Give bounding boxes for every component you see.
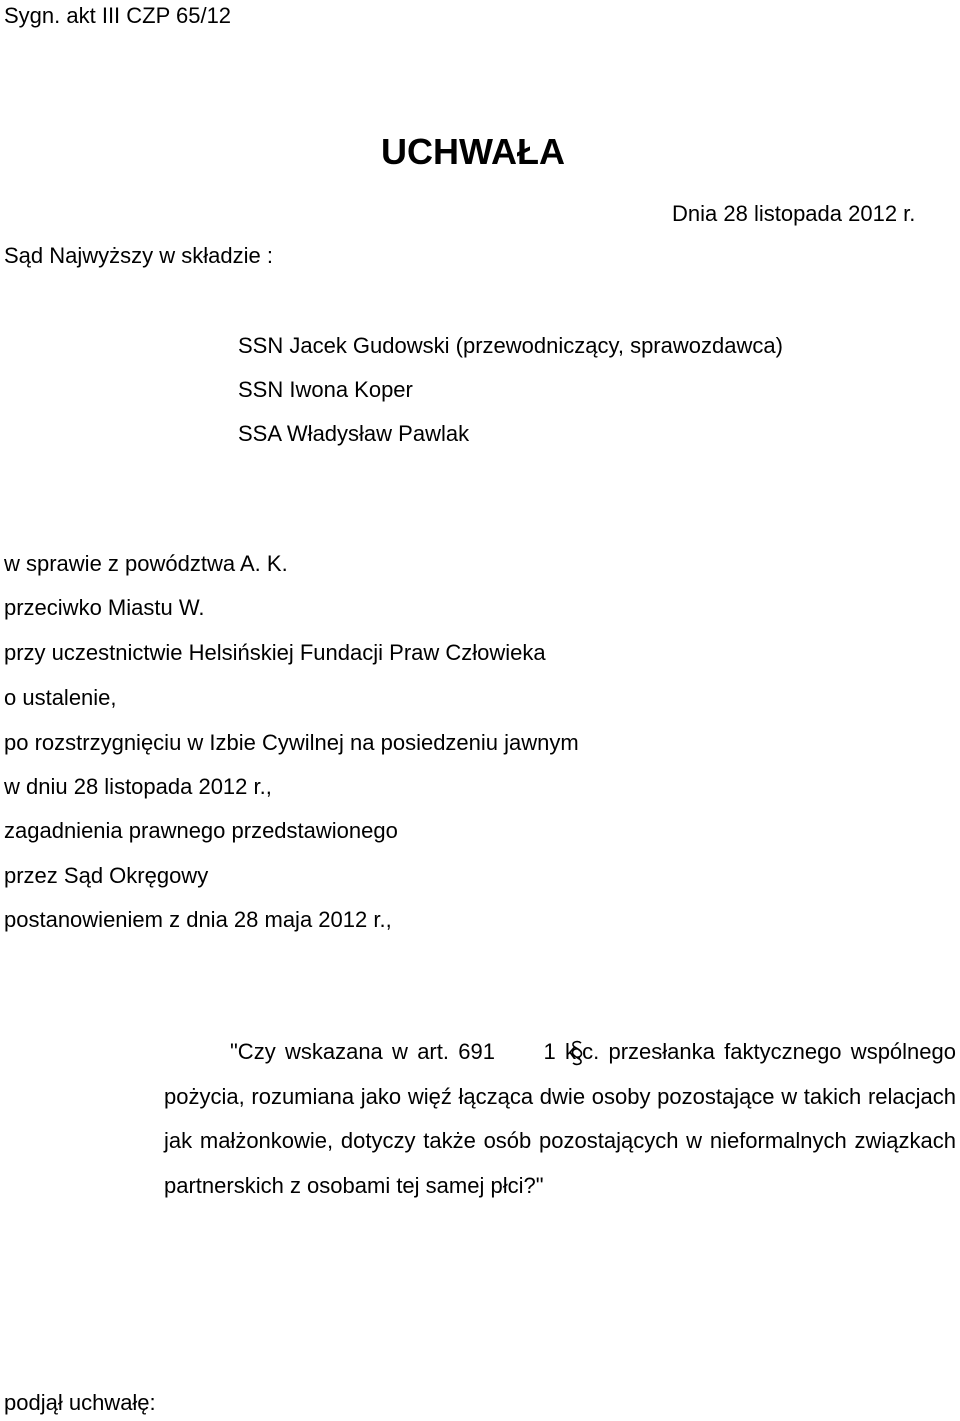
case-line-court: przez Sąd Okręgowy: [4, 863, 209, 888]
case-line-proceedings: po rozstrzygnięciu w Izbie Cywilnej na posiedzeniu jawnym: [4, 730, 579, 755]
legal-question: [164, 1030, 956, 1208]
case-signature: Sygn. akt III CZP 65/12: [4, 3, 232, 28]
resolution-closing: podjął uchwałę:: [4, 1390, 156, 1415]
legal-question-part-1: "Czy wskazana w art. 691: [230, 1039, 495, 1064]
court-composition-label: Sąd Najwyższy w składzie :: [4, 243, 273, 268]
case-line-issue: zagadnienia prawnego przedstawionego: [4, 818, 398, 843]
section-sign-icon: [504, 1030, 534, 1075]
judge-member: SSA Władysław Pawlak: [238, 421, 470, 446]
document-title: UCHWAŁA: [381, 131, 565, 172]
case-line-participant: przy uczestnictwie Helsińskiej Fundacji Praw Człowieka: [4, 640, 546, 665]
case-line-order: postanowieniem z dnia 28 maja 2012 r.,: [4, 907, 392, 932]
case-line-plaintiff: w sprawie z powództwa A. K.: [4, 551, 288, 576]
judge-presiding: SSN Jacek Gudowski (przewodniczący, sprawozdawca): [238, 333, 783, 358]
legal-question-part-2: 1 k.c. przesłanka faktycznego wspólnego pożycia, rozumiana jako więź łącząca dwie osoby pozostające w takich relacjach jak małżonkowie, dotyczy także osób pozostających w nieformalnych związkach partnerskich z osobami tej samej płci?": [164, 1039, 956, 1198]
document-date: Dnia 28 listopada 2012 r.: [672, 201, 916, 226]
case-line-subject: o ustalenie,: [4, 685, 117, 710]
judge-member: SSN Iwona Koper: [238, 377, 413, 402]
case-line-defendant: przeciwko Miastu W.: [4, 595, 205, 620]
case-line-date: w dniu 28 listopada 2012 r.,: [4, 774, 272, 799]
